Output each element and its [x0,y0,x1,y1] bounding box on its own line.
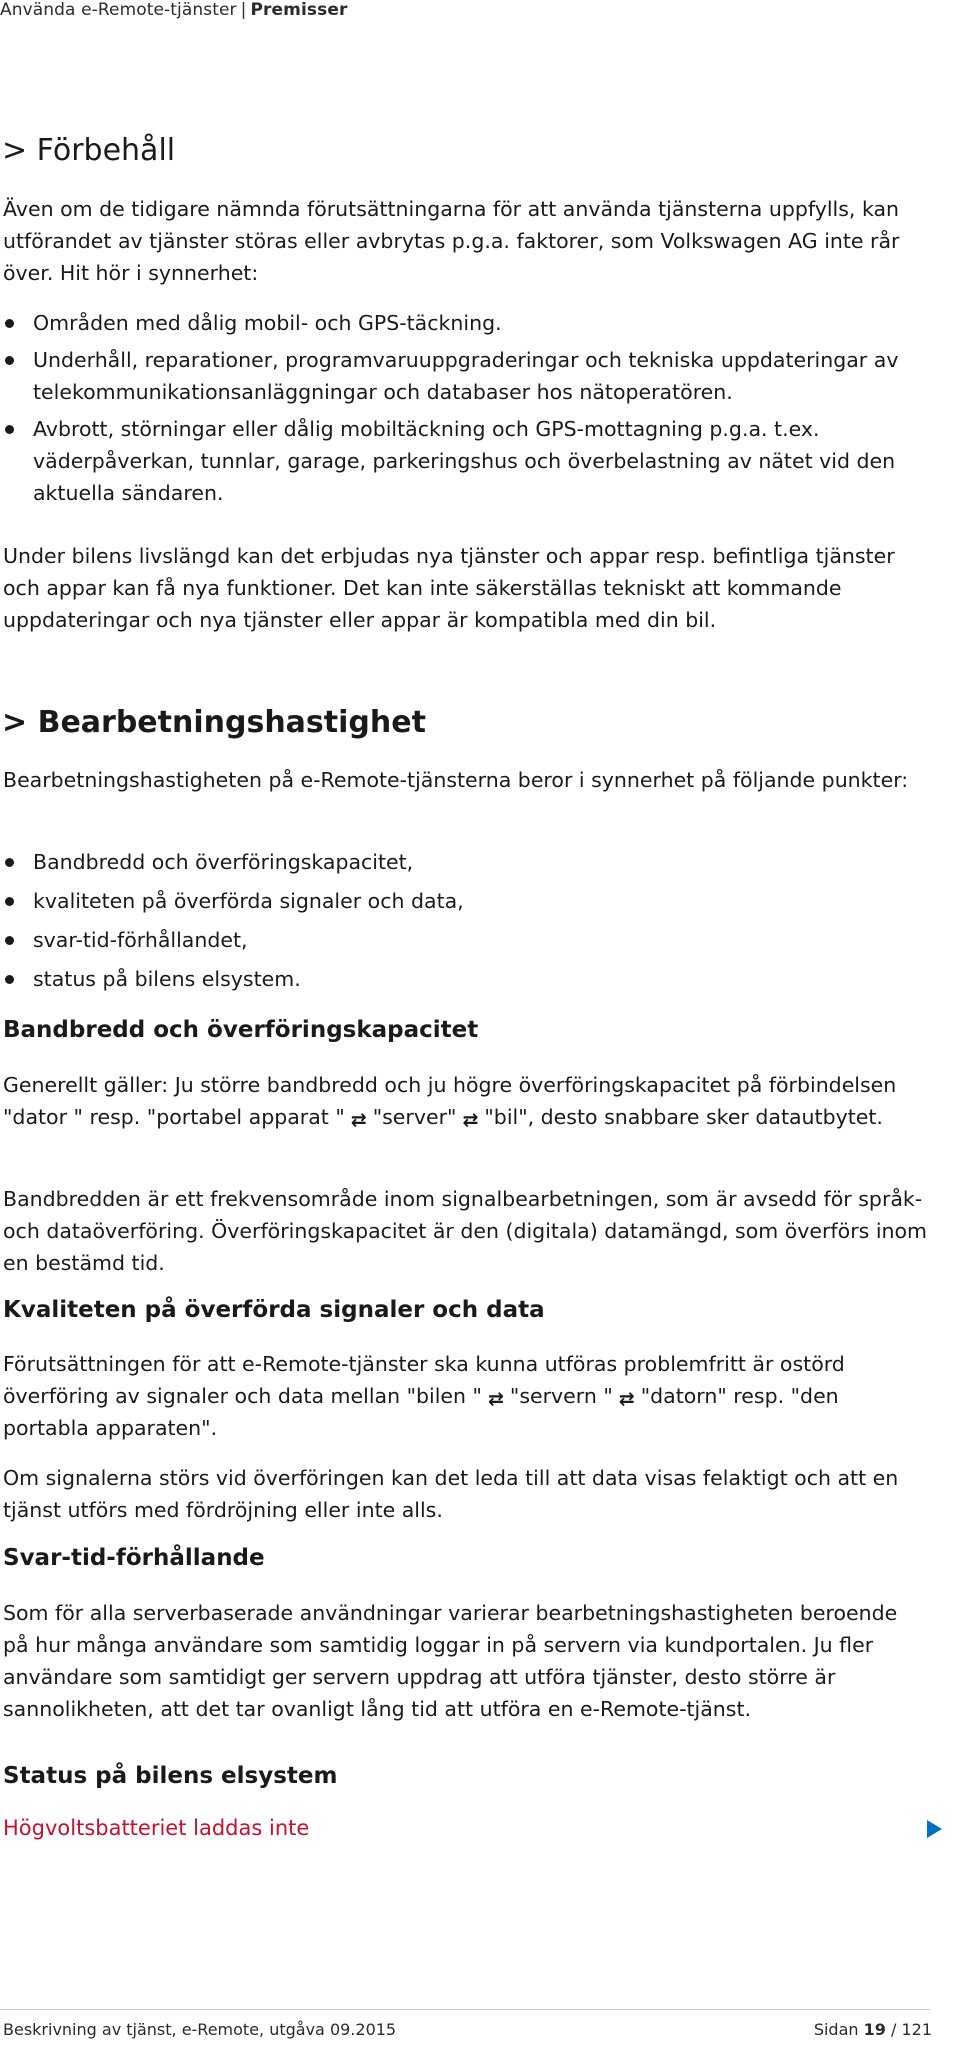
svartid-paragraph: Som för alla serverbaserade användningar varierar bearbetningshastigheten beroende på hur många användare som samtidig loggar in på servern via kundportalen. Ju fler användare som samtidigt ger servern uppdrag att utföra tjänster, desto större är sannolikheten, att det tar ovanligt lång tid att utföra en e-Remote-tjänst. [3,1601,898,1721]
footer-divider [0,2009,930,2010]
footer-document-info: Beskrivning av tjänst, e-Remote, utgåva 09.2015 [3,2020,397,2039]
bandbredd-paragraph-1: Generellt gäller: Ju större bandbredd och ju högre överföringskapacitet på förbindelsen "dator " resp. "portabel apparat " ⇄ "server" ⇄ "bil", desto snabbare sker datautbytet. [3,1073,897,1131]
bullet-icon [5,425,14,434]
bandbredd-paragraph-2: Bandbredden är ett frekvensområde inom signalbearbetningen, som är avsedd för språk- och dataöverföring. Överföringskapacitet är den (digitala) datamängd, som överförs inom en bestämd tid. [3,1187,928,1275]
subsection-title-svartid: Svar-tid-förhållande [3,1545,265,1571]
bullet-icon [5,319,14,328]
section-title-forbehall: > Förbehåll [2,133,176,168]
bullet-icon [5,858,14,867]
bullet-icon [5,975,14,984]
subsection-title-kvalitet: Kvaliteten på överförda signaler och data [3,1297,545,1323]
header-section: Använda e-Remote-tjänster [0,0,237,20]
swap-arrows-icon: ⇄ [350,1109,367,1131]
page-header [0,0,347,20]
header-separator: | [240,0,247,20]
list-item: kvaliteten på överförda signaler och data, [3,885,928,917]
swap-arrows-icon: ⇄ [462,1109,479,1131]
swap-arrows-icon: ⇄ [618,1388,635,1410]
bullet-icon [5,356,14,365]
header-subsection: Premisser [250,0,348,20]
bearbetning-intro: Bearbetningshastigheten på e-Remote-tjänsterna beror i synnerhet på följande punkter: [3,768,909,792]
forbehall-intro: Även om de tidigare nämnda förutsättningarna för att använda tjänsterna uppfylls, kan utförandet av tjänster störas eller avbrytas p.g.a. faktorer, som Volkswagen AG inte rår över. Hit hör i synnerhet: [3,197,900,285]
subsection-title-bandbredd: Bandbredd och överföringskapacitet [3,1017,479,1043]
swap-arrows-icon: ⇄ [487,1388,504,1410]
footer-page-number: Sidan 19 / 121 [813,2020,932,2039]
bullet-icon [5,897,14,906]
list-item: Underhåll, reparationer, programvaruuppgraderingar och tekniska uppdateringar av telekommunikationsanläggningar och databaser hos nätoperatören. [3,344,928,408]
bearbetning-list [3,846,928,1002]
list-item: svar-tid-förhållandet, [3,924,928,956]
link-hogvoltsbatteriet[interactable]: Högvoltsbatteriet laddas inte [3,1816,310,1840]
list-item: Avbrott, störningar eller dålig mobiltäckning och GPS-mottagning p.g.a. t.ex. väderpåverkan, tunnlar, garage, parkeringshus och överbelastning av nätet vid den aktuella sändaren. [3,413,928,509]
section-title-bearbetning: > Bearbetningshastighet [2,705,426,740]
kvalitet-paragraph-2: Om signalerna störs vid överföringen kan det leda till att data visas felaktigt och att en tjänst utförs med fördröjning eller inte alls. [3,1466,899,1522]
forbehall-list [3,307,928,509]
bullet-icon [5,936,14,945]
next-page-arrow-icon[interactable] [927,1820,942,1838]
list-item: Bandbredd och överföringskapacitet, [3,846,928,878]
subsection-title-status: Status på bilens elsystem [3,1763,338,1789]
kvalitet-paragraph-1: Förutsättningen för att e-Remote-tjänster ska kunna utföras problemfritt är ostörd överföring av signaler och data mellan "bilen " ⇄ "servern " ⇄ "datorn" resp. "den portabla apparaten". [3,1352,845,1440]
list-item: status på bilens elsystem. [3,963,928,995]
forbehall-outro: Under bilens livslängd kan det erbjudas nya tjänster och appar resp. befintliga tjänster och appar kan få nya funktioner. Det kan inte säkerställas tekniskt att kommande uppdateringar och nya tjänster eller appar är kompatibla med din bil. [3,544,895,632]
list-item: Områden med dålig mobil- och GPS-täckning. [3,307,928,339]
